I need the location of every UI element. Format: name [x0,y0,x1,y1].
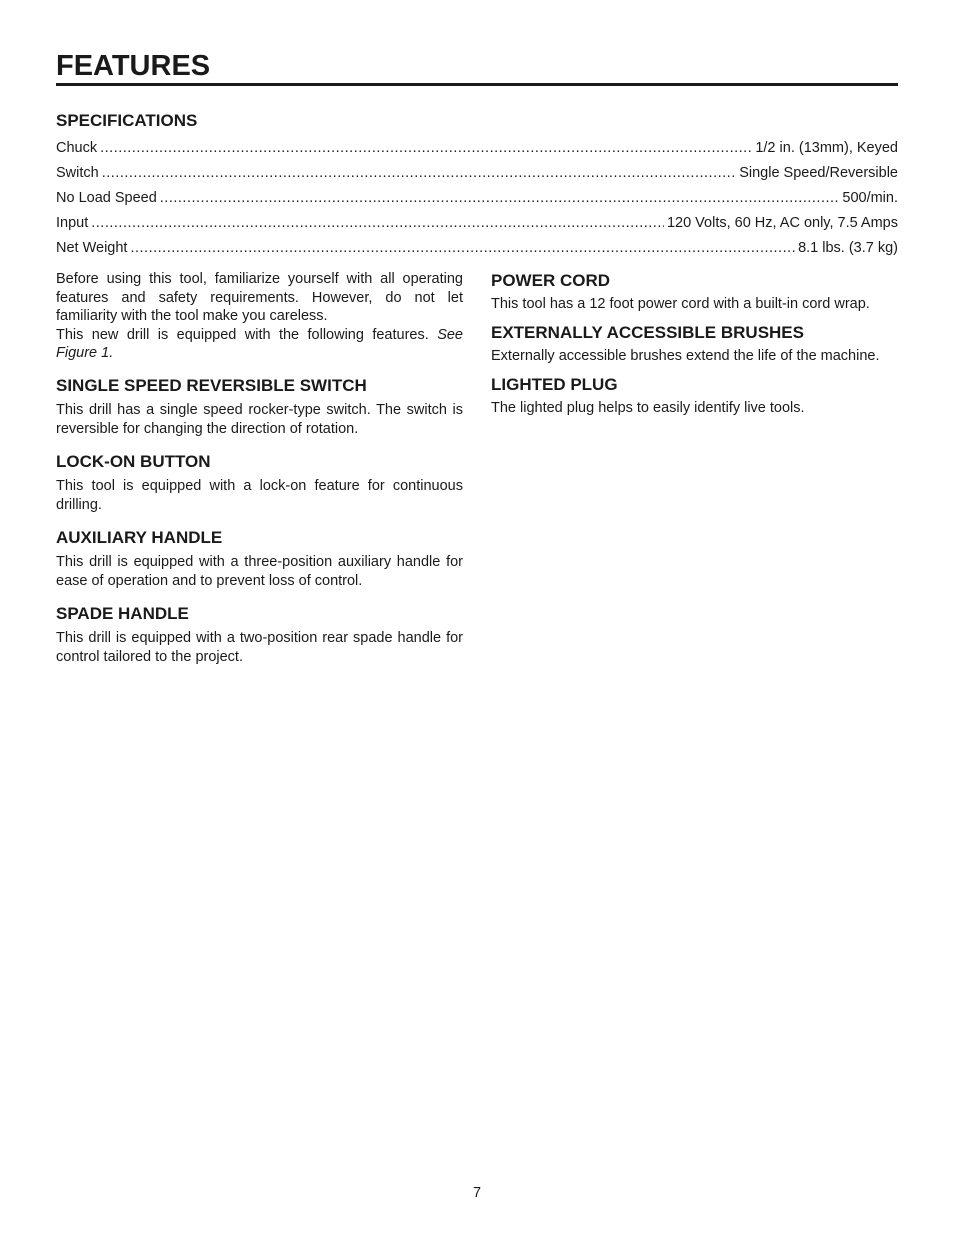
intro-features-text: This new drill is equipped with the following features. [56,326,429,343]
section-text: This tool has a 12 foot power cord with a built-in cord wrap. [491,296,870,312]
section-externally-accessible-brushes [491,322,898,366]
spec-row-no-load-speed [56,187,898,212]
spec-value: Single Speed/Reversible [739,165,898,181]
section-text: This drill is equipped with a two-position rear spade handle for control tailored to the project. [56,629,463,665]
dot-leader [130,237,795,259]
section-heading: SINGLE SPEED REVERSIBLE SWITCH [56,375,367,395]
intro-paragraph-features [56,326,463,363]
section-heading: LIGHTED PLUG [491,375,618,394]
left-column [56,270,463,667]
section-single-speed-reversible-switch [56,375,463,439]
section-text: Externally accessible brushes extend the life of the machine. [491,348,880,364]
title-rule [56,83,898,86]
section-lock-on-button [56,451,463,515]
section-text: This tool is equipped with a lock-on feature for continuous drilling. [56,477,463,513]
spec-value: 1/2 in. (13mm), Keyed [755,140,898,156]
dot-leader [102,162,736,184]
section-heading: AUXILIARY HANDLE [56,527,223,547]
spec-value: 500/min. [842,190,898,206]
dot-leader [160,187,840,209]
section-power-cord [491,270,898,314]
page-number: 7 [472,1185,482,1201]
spec-label: Input [56,215,89,231]
spec-row-chuck [56,137,898,162]
section-text: This drill is equipped with a three-position auxiliary handle for ease of operation and to prevent loss of control. [56,553,463,589]
specifications-table [56,137,898,262]
section-text: The lighted plug helps to easily identify live tools. [491,400,805,416]
section-heading: EXTERNALLY ACCESSIBLE BRUSHES [491,323,804,342]
spec-row-switch [56,162,898,187]
dot-leader [91,212,664,234]
figure-reference: See Figure 1. [56,326,463,361]
intro-block [56,270,463,363]
spec-label: Net Weight [56,240,128,256]
spec-label: Switch [56,165,99,181]
spec-label: No Load Speed [56,190,157,206]
section-heading: SPADE HANDLE [56,603,189,623]
section-auxiliary-handle [56,527,463,591]
spec-value: 8.1 lbs. (3.7 kg) [798,240,898,256]
section-heading: POWER CORD [491,271,610,290]
section-heading: LOCK-ON BUTTON [56,451,211,471]
right-column [491,270,898,426]
spec-row-net-weight [56,237,898,262]
spec-row-input [56,212,898,237]
section-spade-handle [56,603,463,667]
intro-paragraph: Before using this tool, familiarize yourself with all operating features and safety requirements. However, do not let familiarity with the tool make you careless. [56,271,463,324]
specifications-heading: SPECIFICATIONS [56,111,198,130]
section-text: This drill has a single speed rocker-type switch. The switch is reversible for changing the direction of rotation. [56,401,463,437]
spec-value: 120 Volts, 60 Hz, AC only, 7.5 Amps [666,215,898,231]
spec-label: Chuck [56,140,98,156]
dot-leader [100,137,752,159]
section-lighted-plug [491,374,898,418]
page-title: FEATURES [56,50,211,82]
